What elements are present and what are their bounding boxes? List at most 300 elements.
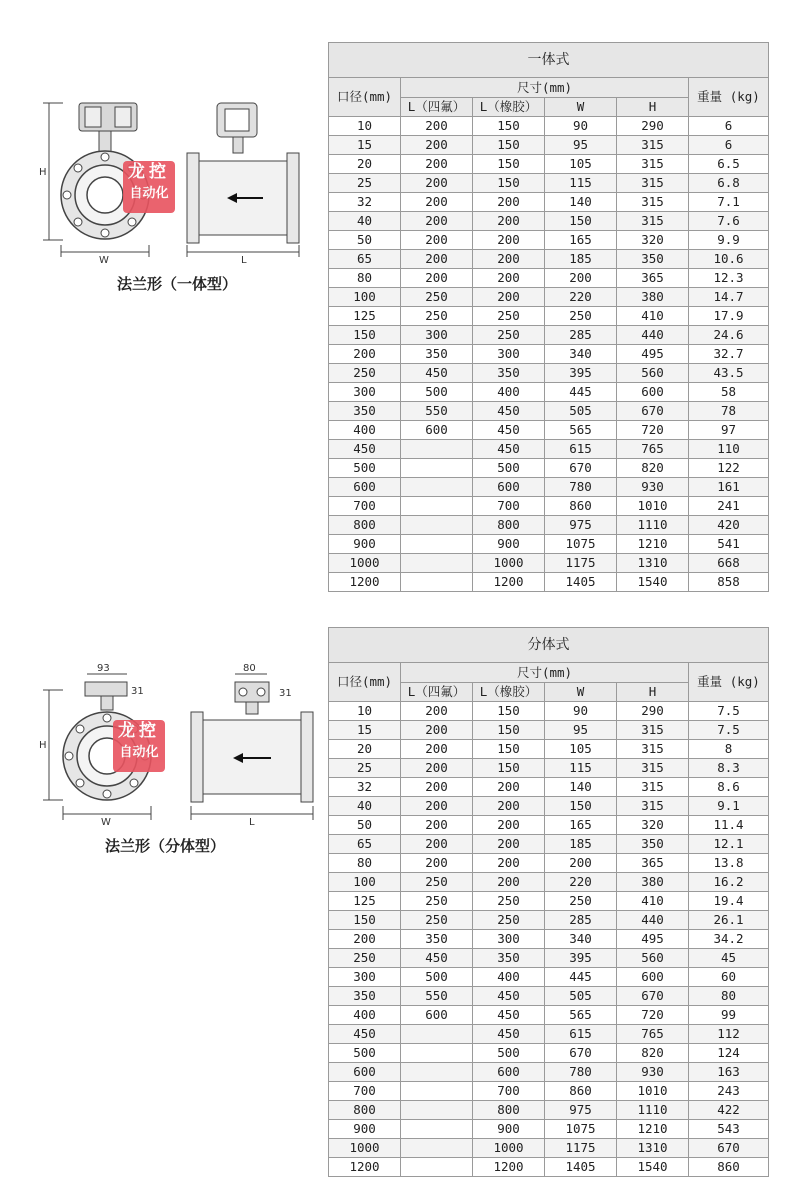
- cell-w: 975: [545, 1101, 617, 1120]
- cell-l-ptfe: 250: [401, 911, 473, 930]
- cell-l-rubber: 500: [473, 459, 545, 478]
- cell-l-ptfe: 200: [401, 778, 473, 797]
- cell-h: 820: [617, 459, 689, 478]
- cell-weight: 80: [689, 987, 769, 1006]
- cell-dn: 900: [329, 535, 401, 554]
- cell-weight: 668: [689, 554, 769, 573]
- col-header-l-rubber: L（橡胶）: [473, 98, 545, 117]
- dim-l-label-2: L: [249, 817, 255, 828]
- cell-dn: 700: [329, 497, 401, 516]
- cell-w: 860: [545, 1082, 617, 1101]
- table-row: [329, 231, 769, 250]
- cell-l-rubber: 350: [473, 949, 545, 968]
- cell-l-rubber: 150: [473, 117, 545, 136]
- cell-w: 395: [545, 364, 617, 383]
- cell-l-rubber: 450: [473, 1006, 545, 1025]
- cell-w: 140: [545, 778, 617, 797]
- cell-l-rubber: 900: [473, 1120, 545, 1139]
- cell-l-ptfe: [401, 1044, 473, 1063]
- cell-l-ptfe: 200: [401, 231, 473, 250]
- cell-weight: 860: [689, 1158, 769, 1177]
- cell-l-ptfe: 200: [401, 117, 473, 136]
- cell-l-ptfe: 600: [401, 1006, 473, 1025]
- cell-dn: 200: [329, 345, 401, 364]
- cell-w: 860: [545, 497, 617, 516]
- cell-h: 315: [617, 759, 689, 778]
- cell-w: 95: [545, 721, 617, 740]
- cell-dn: 50: [329, 231, 401, 250]
- cell-l-ptfe: 200: [401, 269, 473, 288]
- cell-dn: 300: [329, 383, 401, 402]
- cell-l-ptfe: 550: [401, 402, 473, 421]
- table-row: [329, 459, 769, 478]
- cell-w: 250: [545, 892, 617, 911]
- watermark-stamp: [123, 161, 175, 213]
- table-title: 一体式: [329, 43, 769, 78]
- cell-h: 440: [617, 911, 689, 930]
- cell-l-rubber: 300: [473, 345, 545, 364]
- table-row: [329, 1044, 769, 1063]
- cell-l-rubber: 150: [473, 721, 545, 740]
- cell-l-ptfe: 350: [401, 345, 473, 364]
- cell-l-ptfe: [401, 1025, 473, 1044]
- cell-l-ptfe: 200: [401, 155, 473, 174]
- cell-h: 560: [617, 949, 689, 968]
- cell-l-rubber: 200: [473, 778, 545, 797]
- cell-weight: 6: [689, 136, 769, 155]
- table-row: [329, 949, 769, 968]
- cell-l-ptfe: 200: [401, 797, 473, 816]
- table-row: [329, 288, 769, 307]
- cell-l-ptfe: 200: [401, 740, 473, 759]
- cell-h: 410: [617, 307, 689, 326]
- cell-weight: 422: [689, 1101, 769, 1120]
- cell-dn: 450: [329, 440, 401, 459]
- cell-w: 90: [545, 702, 617, 721]
- watermark-stamp-2: [113, 720, 165, 772]
- cell-h: 290: [617, 702, 689, 721]
- cell-weight: 60: [689, 968, 769, 987]
- cell-h: 1540: [617, 1158, 689, 1177]
- flange-integrated-svg: [35, 95, 320, 265]
- cell-l-ptfe: [401, 440, 473, 459]
- cell-l-ptfe: 200: [401, 721, 473, 740]
- cell-weight: 670: [689, 1139, 769, 1158]
- cell-h: 930: [617, 1063, 689, 1082]
- cell-h: 1010: [617, 497, 689, 516]
- cell-l-ptfe: 200: [401, 702, 473, 721]
- table-row: [329, 516, 769, 535]
- cell-l-rubber: 1000: [473, 554, 545, 573]
- table-row: [329, 778, 769, 797]
- cell-weight: 858: [689, 573, 769, 592]
- cell-l-rubber: 300: [473, 930, 545, 949]
- drawing-caption-2: 法兰形（分体型）: [105, 837, 226, 855]
- table-row: [329, 721, 769, 740]
- stamp-line1: 龙控: [118, 721, 160, 741]
- cell-dn: 500: [329, 1044, 401, 1063]
- cell-l-ptfe: 200: [401, 193, 473, 212]
- cell-l-ptfe: 200: [401, 212, 473, 231]
- cell-h: 315: [617, 721, 689, 740]
- cell-weight: 122: [689, 459, 769, 478]
- cell-h: 315: [617, 155, 689, 174]
- cell-l-rubber: 800: [473, 516, 545, 535]
- cell-weight: 12.1: [689, 835, 769, 854]
- cell-dn: 300: [329, 968, 401, 987]
- drawing-caption: 法兰形（一体型）: [117, 275, 238, 293]
- table-row: [329, 573, 769, 592]
- cell-h: 765: [617, 1025, 689, 1044]
- cell-dn: 25: [329, 759, 401, 778]
- cell-dn: 1200: [329, 1158, 401, 1177]
- table-row: [329, 1025, 769, 1044]
- cell-h: 315: [617, 797, 689, 816]
- cell-weight: 34.2: [689, 930, 769, 949]
- cell-dn: 65: [329, 250, 401, 269]
- cell-h: 380: [617, 288, 689, 307]
- table-row: [329, 968, 769, 987]
- cell-w: 1175: [545, 1139, 617, 1158]
- cell-l-rubber: 700: [473, 497, 545, 516]
- col-header-size: 尺寸(mm): [401, 663, 689, 683]
- cell-weight: 6.8: [689, 174, 769, 193]
- cell-l-ptfe: 250: [401, 307, 473, 326]
- table-row: [329, 554, 769, 573]
- cell-l-ptfe: [401, 1082, 473, 1101]
- cell-weight: 241: [689, 497, 769, 516]
- cell-h: 315: [617, 212, 689, 231]
- cell-w: 165: [545, 816, 617, 835]
- cell-dn: 450: [329, 1025, 401, 1044]
- cell-dn: 80: [329, 269, 401, 288]
- cell-h: 600: [617, 968, 689, 987]
- cell-l-ptfe: 200: [401, 816, 473, 835]
- cell-l-rubber: 200: [473, 269, 545, 288]
- cell-l-rubber: 200: [473, 250, 545, 269]
- cell-h: 365: [617, 269, 689, 288]
- cell-weight: 12.3: [689, 269, 769, 288]
- cell-dn: 700: [329, 1082, 401, 1101]
- cell-l-rubber: 800: [473, 1101, 545, 1120]
- cell-l-ptfe: [401, 1101, 473, 1120]
- col-header-l-ptfe: L（四氟）: [401, 98, 473, 117]
- table-row: [329, 835, 769, 854]
- col-header-w: W: [545, 98, 617, 117]
- table-row: [329, 535, 769, 554]
- cell-dn: 20: [329, 155, 401, 174]
- cell-w: 150: [545, 212, 617, 231]
- cell-weight: 420: [689, 516, 769, 535]
- cell-h: 930: [617, 478, 689, 497]
- cell-l-rubber: 150: [473, 759, 545, 778]
- cell-dn: 1000: [329, 1139, 401, 1158]
- table-row: [329, 854, 769, 873]
- table-row: [329, 1120, 769, 1139]
- cell-dn: 250: [329, 949, 401, 968]
- cell-l-rubber: 250: [473, 911, 545, 930]
- cell-weight: 6: [689, 117, 769, 136]
- table-row: [329, 873, 769, 892]
- cell-weight: 543: [689, 1120, 769, 1139]
- table-row: [329, 269, 769, 288]
- cell-weight: 6.5: [689, 155, 769, 174]
- cell-h: 765: [617, 440, 689, 459]
- cell-l-rubber: 200: [473, 212, 545, 231]
- cell-l-rubber: 600: [473, 1063, 545, 1082]
- cell-weight: 26.1: [689, 911, 769, 930]
- cell-weight: 161: [689, 478, 769, 497]
- cell-weight: 11.4: [689, 816, 769, 835]
- table-row: [329, 911, 769, 930]
- cell-dn: 250: [329, 364, 401, 383]
- cell-l-rubber: 200: [473, 231, 545, 250]
- cell-w: 220: [545, 873, 617, 892]
- cell-l-rubber: 150: [473, 702, 545, 721]
- cell-l-ptfe: 250: [401, 288, 473, 307]
- dim-h-label-2: H: [39, 740, 47, 751]
- cell-w: 975: [545, 516, 617, 535]
- spec-table-integrated: [328, 42, 769, 592]
- table-row: [329, 816, 769, 835]
- cell-w: 185: [545, 835, 617, 854]
- cell-l-rubber: 450: [473, 987, 545, 1006]
- cell-w: 445: [545, 968, 617, 987]
- cell-w: 1405: [545, 573, 617, 592]
- cell-w: 165: [545, 231, 617, 250]
- cell-weight: 110: [689, 440, 769, 459]
- cell-h: 320: [617, 816, 689, 835]
- table-row: [329, 1158, 769, 1177]
- cell-h: 720: [617, 1006, 689, 1025]
- cell-dn: 200: [329, 930, 401, 949]
- cell-l-rubber: 150: [473, 136, 545, 155]
- cell-h: 560: [617, 364, 689, 383]
- spec-table-split: [328, 627, 769, 1177]
- cell-weight: 24.6: [689, 326, 769, 345]
- cell-l-ptfe: 450: [401, 949, 473, 968]
- table-row: [329, 250, 769, 269]
- cell-dn: 150: [329, 911, 401, 930]
- dim-top-w2: 80: [243, 663, 256, 674]
- cell-w: 565: [545, 1006, 617, 1025]
- cell-dn: 25: [329, 174, 401, 193]
- table-row: [329, 345, 769, 364]
- cell-weight: 13.8: [689, 854, 769, 873]
- cell-weight: 32.7: [689, 345, 769, 364]
- cell-l-rubber: 1200: [473, 1158, 545, 1177]
- stamp-line2: 自动化: [129, 186, 169, 201]
- table-row: [329, 497, 769, 516]
- cell-w: 1175: [545, 554, 617, 573]
- cell-weight: 8: [689, 740, 769, 759]
- cell-w: 140: [545, 193, 617, 212]
- cell-w: 185: [545, 250, 617, 269]
- cell-dn: 40: [329, 212, 401, 231]
- cell-l-rubber: 1000: [473, 1139, 545, 1158]
- cell-dn: 350: [329, 402, 401, 421]
- cell-w: 670: [545, 459, 617, 478]
- cell-dn: 125: [329, 892, 401, 911]
- cell-l-ptfe: 200: [401, 759, 473, 778]
- cell-dn: 32: [329, 193, 401, 212]
- cell-dn: 80: [329, 854, 401, 873]
- cell-h: 410: [617, 892, 689, 911]
- cell-h: 315: [617, 740, 689, 759]
- cell-l-rubber: 200: [473, 854, 545, 873]
- flange-integrated-drawing: [35, 95, 320, 300]
- col-header-h: H: [617, 98, 689, 117]
- cell-w: 220: [545, 288, 617, 307]
- cell-l-ptfe: 450: [401, 364, 473, 383]
- cell-dn: 125: [329, 307, 401, 326]
- cell-h: 1310: [617, 1139, 689, 1158]
- cell-w: 200: [545, 269, 617, 288]
- cell-l-ptfe: [401, 535, 473, 554]
- cell-h: 670: [617, 987, 689, 1006]
- cell-l-ptfe: [401, 1158, 473, 1177]
- cell-l-ptfe: 200: [401, 174, 473, 193]
- cell-weight: 8.6: [689, 778, 769, 797]
- cell-l-rubber: 1200: [473, 573, 545, 592]
- table-row: [329, 193, 769, 212]
- cell-h: 1210: [617, 535, 689, 554]
- cell-l-rubber: 150: [473, 155, 545, 174]
- cell-dn: 800: [329, 516, 401, 535]
- cell-weight: 43.5: [689, 364, 769, 383]
- table-row: [329, 117, 769, 136]
- cell-weight: 97: [689, 421, 769, 440]
- stamp-line1: 龙控: [128, 162, 170, 182]
- flange-split-svg: [35, 660, 320, 840]
- cell-dn: 400: [329, 421, 401, 440]
- cell-l-ptfe: 200: [401, 136, 473, 155]
- cell-weight: 243: [689, 1082, 769, 1101]
- cell-weight: 163: [689, 1063, 769, 1082]
- cell-dn: 1200: [329, 573, 401, 592]
- table-row: [329, 364, 769, 383]
- cell-l-rubber: 450: [473, 402, 545, 421]
- cell-weight: 16.2: [689, 873, 769, 892]
- cell-h: 350: [617, 835, 689, 854]
- cell-weight: 10.6: [689, 250, 769, 269]
- cell-l-ptfe: [401, 554, 473, 573]
- cell-weight: 7.5: [689, 702, 769, 721]
- cell-w: 90: [545, 117, 617, 136]
- cell-h: 380: [617, 873, 689, 892]
- table-row: [329, 1006, 769, 1025]
- cell-weight: 9.1: [689, 797, 769, 816]
- cell-w: 1075: [545, 1120, 617, 1139]
- cell-w: 115: [545, 174, 617, 193]
- cell-h: 320: [617, 231, 689, 250]
- col-header-dn: 口径(mm): [329, 663, 401, 702]
- cell-l-rubber: 450: [473, 421, 545, 440]
- cell-dn: 50: [329, 816, 401, 835]
- cell-l-rubber: 350: [473, 364, 545, 383]
- cell-dn: 20: [329, 740, 401, 759]
- table-row: [329, 402, 769, 421]
- table-row: [329, 892, 769, 911]
- table-row: [329, 212, 769, 231]
- cell-w: 670: [545, 1044, 617, 1063]
- cell-l-rubber: 150: [473, 740, 545, 759]
- cell-h: 315: [617, 778, 689, 797]
- dim-h-label: H: [39, 167, 47, 178]
- table-row: [329, 326, 769, 345]
- cell-h: 720: [617, 421, 689, 440]
- cell-h: 315: [617, 174, 689, 193]
- dim-w-label-2: W: [101, 817, 111, 828]
- cell-h: 820: [617, 1044, 689, 1063]
- dim-l-label: L: [241, 255, 247, 265]
- table-title: 分体式: [329, 628, 769, 663]
- cell-l-rubber: 250: [473, 892, 545, 911]
- cell-w: 115: [545, 759, 617, 778]
- cell-l-rubber: 400: [473, 383, 545, 402]
- col-header-l-ptfe: L（四氟）: [401, 683, 473, 702]
- cell-w: 285: [545, 911, 617, 930]
- col-header-h: H: [617, 683, 689, 702]
- cell-w: 1075: [545, 535, 617, 554]
- table-row: [329, 702, 769, 721]
- cell-l-ptfe: [401, 1063, 473, 1082]
- cell-h: 1310: [617, 554, 689, 573]
- cell-l-ptfe: 350: [401, 930, 473, 949]
- cell-h: 315: [617, 136, 689, 155]
- cell-l-rubber: 200: [473, 288, 545, 307]
- col-header-dn: 口径(mm): [329, 78, 401, 117]
- cell-dn: 400: [329, 1006, 401, 1025]
- cell-h: 600: [617, 383, 689, 402]
- cell-w: 1405: [545, 1158, 617, 1177]
- cell-weight: 7.6: [689, 212, 769, 231]
- cell-w: 505: [545, 402, 617, 421]
- cell-l-rubber: 250: [473, 326, 545, 345]
- cell-w: 340: [545, 345, 617, 364]
- cell-dn: 32: [329, 778, 401, 797]
- table-row: [329, 174, 769, 193]
- cell-w: 250: [545, 307, 617, 326]
- cell-w: 780: [545, 478, 617, 497]
- cell-weight: 7.1: [689, 193, 769, 212]
- cell-weight: 78: [689, 402, 769, 421]
- cell-l-ptfe: 500: [401, 968, 473, 987]
- cell-w: 200: [545, 854, 617, 873]
- cell-dn: 15: [329, 136, 401, 155]
- cell-l-rubber: 700: [473, 1082, 545, 1101]
- cell-l-rubber: 600: [473, 478, 545, 497]
- cell-l-ptfe: [401, 1120, 473, 1139]
- cell-h: 440: [617, 326, 689, 345]
- cell-w: 780: [545, 1063, 617, 1082]
- cell-w: 340: [545, 930, 617, 949]
- flange-split-drawing: [35, 660, 320, 865]
- cell-l-ptfe: 200: [401, 250, 473, 269]
- col-header-weight: 重量 (kg): [689, 78, 769, 117]
- cell-h: 670: [617, 402, 689, 421]
- cell-h: 315: [617, 193, 689, 212]
- cell-h: 495: [617, 930, 689, 949]
- cell-weight: 45: [689, 949, 769, 968]
- cell-weight: 541: [689, 535, 769, 554]
- cell-h: 1540: [617, 573, 689, 592]
- cell-dn: 900: [329, 1120, 401, 1139]
- cell-w: 615: [545, 1025, 617, 1044]
- cell-l-rubber: 250: [473, 307, 545, 326]
- cell-dn: 65: [329, 835, 401, 854]
- cell-l-ptfe: 500: [401, 383, 473, 402]
